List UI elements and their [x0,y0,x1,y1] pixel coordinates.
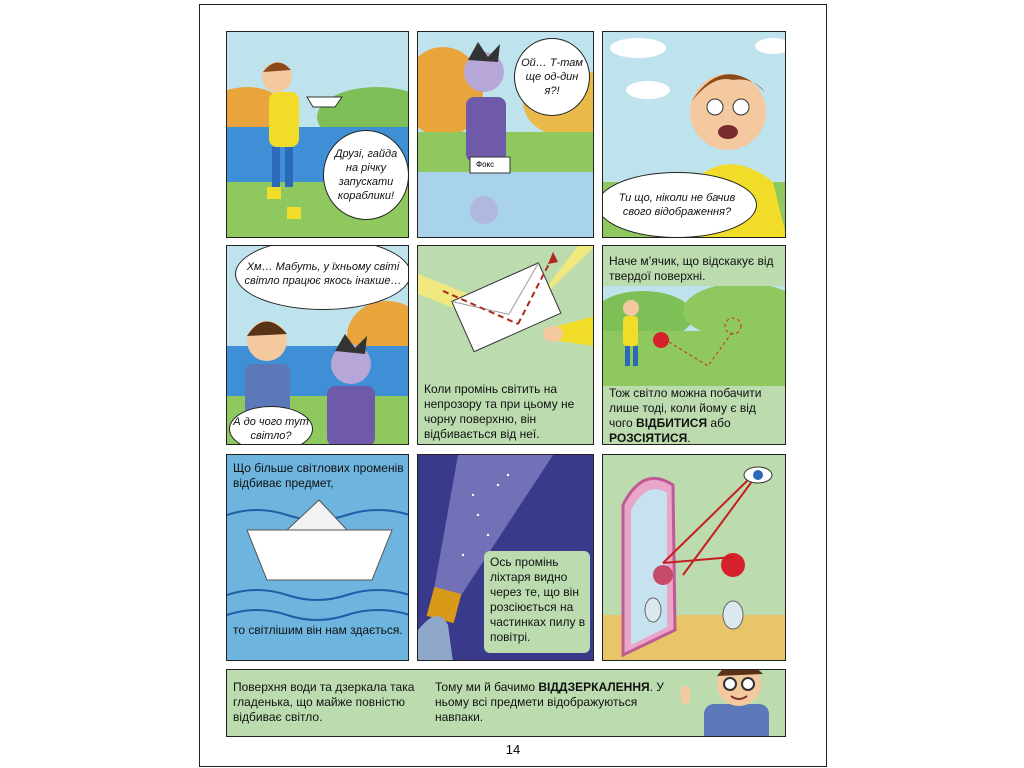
panel-paper-boat [226,454,409,661]
panel-caption-top: Що більше світлових променів відбиває предмет, [233,461,404,490]
panel-boy-talking [602,31,786,238]
speech-bubble: Ой… Т-там ще од-дин я?! [514,38,590,116]
keyword-scatter: РОЗСІЯТИСЯ [609,431,688,445]
caption-text: Тому ми й бачимо [435,680,539,694]
panel-two-characters [226,245,409,445]
panel-caption: Коли промінь світить на непрозору та при цьому не чорну поверхню, він відбивається від неї. [424,382,575,441]
mirror-art [603,455,786,661]
speech-bubble: Друзі, гайда на річку запускати кораблики! [323,130,409,220]
panel-ball-bounce [602,245,786,445]
caption-text: . У ньому всі предмети відображуються навпаки. [435,680,664,724]
keyword-reflection: ВІДДЗЕРКАЛЕННЯ [538,680,650,694]
page-number: 14 [505,742,521,757]
caption-text: . [687,431,691,445]
panel-bottom-summary [226,669,786,737]
caption-text: Тож світло можна побачити лише тоді, коли йому є від чого [609,386,762,430]
box-label: Фокс [476,160,495,169]
panel-mirror-flowers [602,454,786,661]
boy-with-glasses [679,669,786,736]
panel-caption: Ось промінь ліхтаря видно через те, що він розсіюється на частинках пилу в повітрі. [490,555,586,644]
caption-left: Поверхня води та дзеркала така гладенька, що майже повністю відбиває світло. [233,680,415,724]
speech-bubble-top: Хм… Мабуть, у їхньому світі світло працює якось інакше… [235,245,409,310]
reflection-diagram [418,246,594,376]
caption-right [435,680,675,725]
comic-page [199,4,827,767]
panel-caption-bottom [609,386,781,445]
keyword-reflect: ВІДБИТИСЯ [636,416,708,430]
panel-fox-reflection [417,31,594,238]
panel-light-reflection [417,245,594,445]
panel-caption-top: Наче м’ячик, що відскакує від твердої поверхні. [609,254,774,283]
ball-illustration [603,286,786,386]
panel-caption-bottom: то світлішим він нам здається. [233,623,403,637]
speech-bubble-bottom: А до чого тут світло? [229,406,313,445]
panel-boy-boat [226,31,409,238]
panel-flashlight [417,454,594,661]
caption-text: або [707,416,731,430]
speech-bubble: Ти що, ніколи не бачив свого відображення? [602,172,757,238]
